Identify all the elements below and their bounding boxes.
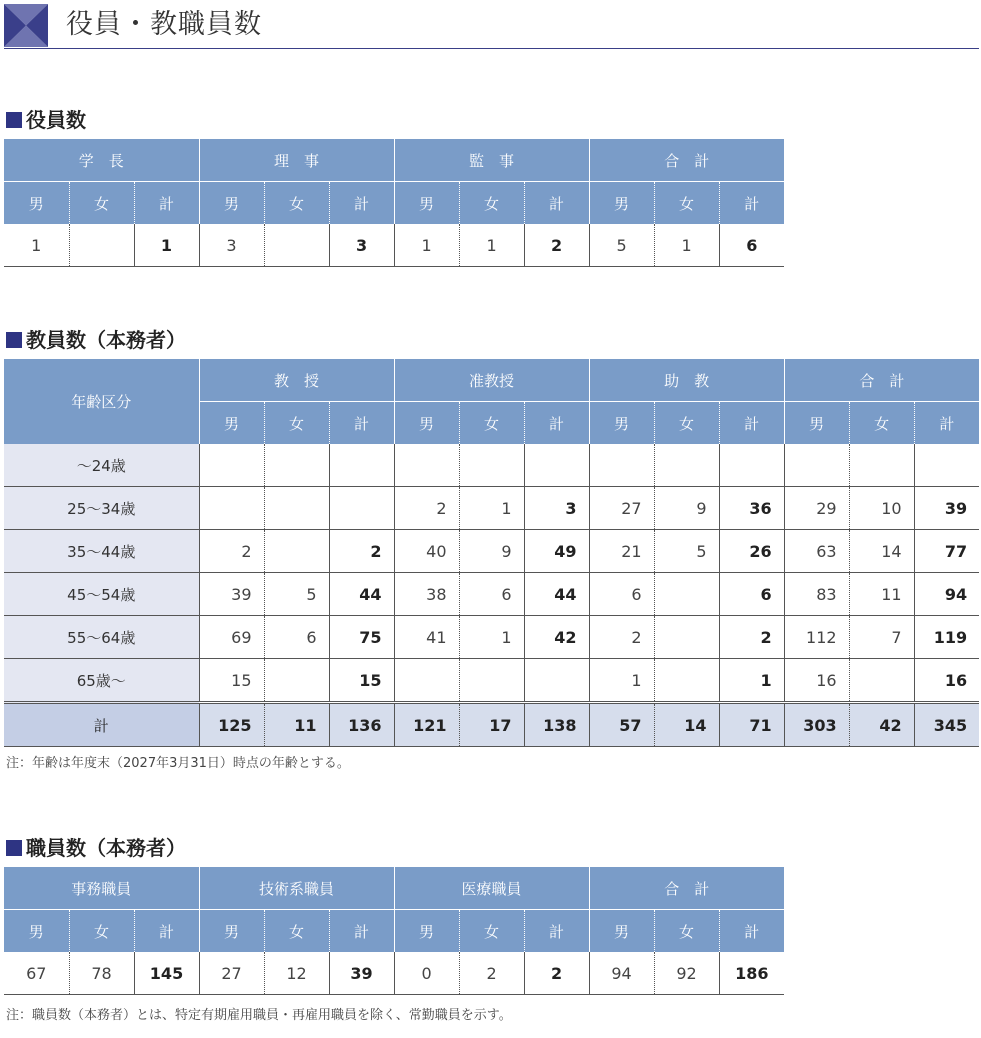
sub-header-male: 男: [4, 182, 69, 225]
value-cell: 44: [329, 573, 394, 616]
total-cell: 125: [199, 703, 264, 747]
faculty-note: 注：年齢は年度末（2027年3月31日）時点の年齢とする。: [6, 756, 350, 771]
sub-header-total: 計: [719, 910, 784, 953]
faculty-row: [4, 616, 979, 659]
value-cell: 94: [914, 573, 979, 616]
value-cell: 1: [394, 224, 459, 267]
value-cell: 3: [524, 487, 589, 530]
sub-header-male: 男: [199, 910, 264, 953]
faculty-row: [4, 659, 979, 703]
staff-group-header: 合 計: [589, 867, 784, 910]
value-cell: 15: [329, 659, 394, 703]
total-cell: 345: [914, 703, 979, 747]
total-cell: 71: [719, 703, 784, 747]
faculty-total-row: [4, 703, 979, 747]
value-cell: [459, 659, 524, 703]
sub-header-total: 計: [329, 402, 394, 445]
sub-header-total: 計: [719, 402, 784, 445]
staff-sub-row: [4, 910, 784, 953]
faculty-row: [4, 487, 979, 530]
sub-header-female: 女: [654, 182, 719, 225]
value-cell: 27: [589, 487, 654, 530]
value-cell: 1: [459, 487, 524, 530]
sub-header-male: 男: [589, 402, 654, 445]
value-cell: 2: [394, 487, 459, 530]
sub-header-female: 女: [69, 910, 134, 953]
total-cell: 138: [524, 703, 589, 747]
sub-header-female: 女: [459, 910, 524, 953]
value-cell: 5: [589, 224, 654, 267]
sub-header-total: 計: [134, 182, 199, 225]
value-cell: 6: [264, 616, 329, 659]
sub-header-total: 計: [914, 402, 979, 445]
sub-header-female: 女: [264, 402, 329, 445]
value-cell: [329, 487, 394, 530]
value-cell: [719, 444, 784, 487]
value-cell: [654, 444, 719, 487]
value-cell: [849, 444, 914, 487]
value-cell: [654, 573, 719, 616]
value-cell: 7: [849, 616, 914, 659]
section-square-icon: [6, 840, 22, 856]
page-title: 役員・教職員数: [66, 9, 262, 40]
sub-header-male: 男: [199, 182, 264, 225]
value-cell: 2: [589, 616, 654, 659]
sub-header-female: 女: [264, 182, 329, 225]
staff-group-header: 事務職員: [4, 867, 199, 910]
age-category-label: 35～44歳: [4, 530, 199, 573]
sub-header-total: 計: [329, 910, 394, 953]
value-cell: [524, 444, 589, 487]
staff-group-header: 医療職員: [394, 867, 589, 910]
value-cell: 21: [589, 530, 654, 573]
section-square-icon: [6, 332, 22, 348]
staff-section-title: [6, 836, 186, 860]
value-cell: [264, 487, 329, 530]
value-cell: 2: [199, 530, 264, 573]
value-cell: 44: [524, 573, 589, 616]
value-cell: [264, 659, 329, 703]
faculty-section-title: [6, 328, 186, 352]
staff-group-row: [4, 867, 784, 910]
sub-header-female: 女: [459, 402, 524, 445]
officers-table: [4, 139, 784, 267]
officers-group-row: [4, 139, 784, 182]
faculty-body: [4, 444, 979, 703]
value-cell: 63: [784, 530, 849, 573]
value-cell: [264, 530, 329, 573]
total-cell: 42: [849, 703, 914, 747]
staff-value-row: [4, 952, 784, 995]
value-cell: 94: [589, 952, 654, 995]
value-cell: 49: [524, 530, 589, 573]
faculty-row: [4, 530, 979, 573]
value-cell: 1: [654, 224, 719, 267]
value-cell: 10: [849, 487, 914, 530]
page-header: [4, 4, 979, 49]
age-category-label: 45～54歳: [4, 573, 199, 616]
faculty-group-header: 助 教: [589, 359, 784, 402]
sub-header-total: 計: [134, 910, 199, 953]
value-cell: 9: [459, 530, 524, 573]
value-cell: [654, 659, 719, 703]
section-square-icon: [6, 112, 22, 128]
age-category-label: ～24歳: [4, 444, 199, 487]
value-cell: 39: [329, 952, 394, 995]
sub-header-total: 計: [524, 182, 589, 225]
value-cell: [849, 659, 914, 703]
value-cell: 6: [719, 224, 784, 267]
value-cell: 11: [849, 573, 914, 616]
value-cell: 6: [719, 573, 784, 616]
sub-header-male: 男: [394, 182, 459, 225]
total-cell: 17: [459, 703, 524, 747]
officers-title-text: 役員数: [26, 108, 86, 132]
total-cell: 136: [329, 703, 394, 747]
value-cell: 75: [329, 616, 394, 659]
value-cell: 69: [199, 616, 264, 659]
value-cell: 1: [459, 616, 524, 659]
value-cell: 5: [654, 530, 719, 573]
sub-header-female: 女: [264, 910, 329, 953]
value-cell: 1: [589, 659, 654, 703]
value-cell: 1: [719, 659, 784, 703]
faculty-table: [4, 359, 979, 747]
sub-header-male: 男: [199, 402, 264, 445]
sub-header-male: 男: [589, 910, 654, 953]
staff-title-text: 職員数（本務者）: [26, 836, 186, 860]
total-cell: 303: [784, 703, 849, 747]
value-cell: 39: [199, 573, 264, 616]
value-cell: 6: [459, 573, 524, 616]
total-cell: 121: [394, 703, 459, 747]
faculty-group-header: 准教授: [394, 359, 589, 402]
sub-header-male: 男: [394, 910, 459, 953]
value-cell: 2: [459, 952, 524, 995]
value-cell: 83: [784, 573, 849, 616]
value-cell: 27: [199, 952, 264, 995]
officers-value-row: [4, 224, 784, 267]
total-cell: 11: [264, 703, 329, 747]
value-cell: 186: [719, 952, 784, 995]
value-cell: 39: [914, 487, 979, 530]
value-cell: 9: [654, 487, 719, 530]
faculty-group-header: 合 計: [784, 359, 979, 402]
value-cell: 0: [394, 952, 459, 995]
age-category-label: 65歳～: [4, 659, 199, 703]
sub-header-female: 女: [654, 402, 719, 445]
faculty-row: [4, 573, 979, 616]
value-cell: [784, 444, 849, 487]
value-cell: 92: [654, 952, 719, 995]
sub-header-total: 計: [524, 910, 589, 953]
value-cell: 1: [459, 224, 524, 267]
staff-table: [4, 867, 784, 995]
sub-header-male: 男: [589, 182, 654, 225]
value-cell: 6: [589, 573, 654, 616]
value-cell: [654, 616, 719, 659]
sub-header-total: 計: [329, 182, 394, 225]
age-category-label: 25～34歳: [4, 487, 199, 530]
faculty-title-text: 教員数（本務者）: [26, 328, 186, 352]
value-cell: 36: [719, 487, 784, 530]
value-cell: [264, 444, 329, 487]
value-cell: 26: [719, 530, 784, 573]
officers-section-title: [6, 108, 86, 132]
value-cell: 42: [524, 616, 589, 659]
age-category-label: 55～64歳: [4, 616, 199, 659]
value-cell: 29: [784, 487, 849, 530]
officers-group-header: 学 長: [4, 139, 199, 182]
value-cell: 3: [329, 224, 394, 267]
value-cell: 2: [524, 224, 589, 267]
value-cell: 1: [4, 224, 69, 267]
sub-header-male: 男: [4, 910, 69, 953]
total-cell: 57: [589, 703, 654, 747]
age-category-header: 年齢区分: [4, 359, 199, 444]
value-cell: [914, 444, 979, 487]
value-cell: 1: [134, 224, 199, 267]
faculty-group-header: 教 授: [199, 359, 394, 402]
sub-header-male: 男: [784, 402, 849, 445]
value-cell: 2: [719, 616, 784, 659]
value-cell: [524, 659, 589, 703]
officers-group-header: 合 計: [589, 139, 784, 182]
value-cell: [264, 224, 329, 267]
sub-header-male: 男: [394, 402, 459, 445]
officers-sub-row: [4, 182, 784, 225]
value-cell: 2: [329, 530, 394, 573]
sub-header-female: 女: [654, 910, 719, 953]
value-cell: [199, 444, 264, 487]
value-cell: [69, 224, 134, 267]
value-cell: 2: [524, 952, 589, 995]
staff-group-header: 技術系職員: [199, 867, 394, 910]
value-cell: 119: [914, 616, 979, 659]
faculty-row: [4, 444, 979, 487]
value-cell: 14: [849, 530, 914, 573]
sub-header-total: 計: [524, 402, 589, 445]
value-cell: [459, 444, 524, 487]
value-cell: 67: [4, 952, 69, 995]
value-cell: [199, 487, 264, 530]
officers-group-header: 理 事: [199, 139, 394, 182]
officers-group-header: 監 事: [394, 139, 589, 182]
value-cell: 145: [134, 952, 199, 995]
sub-header-female: 女: [69, 182, 134, 225]
value-cell: [394, 659, 459, 703]
value-cell: 3: [199, 224, 264, 267]
value-cell: 77: [914, 530, 979, 573]
value-cell: 38: [394, 573, 459, 616]
value-cell: 16: [914, 659, 979, 703]
sub-header-female: 女: [459, 182, 524, 225]
sub-header-female: 女: [849, 402, 914, 445]
total-cell: 14: [654, 703, 719, 747]
value-cell: 41: [394, 616, 459, 659]
value-cell: 5: [264, 573, 329, 616]
value-cell: [589, 444, 654, 487]
value-cell: 78: [69, 952, 134, 995]
value-cell: [394, 444, 459, 487]
value-cell: [329, 444, 394, 487]
sub-header-total: 計: [719, 182, 784, 225]
value-cell: 15: [199, 659, 264, 703]
total-label: 計: [4, 703, 199, 747]
value-cell: 16: [784, 659, 849, 703]
value-cell: 12: [264, 952, 329, 995]
faculty-group-row: [4, 359, 979, 402]
header-square-icon: [4, 4, 48, 47]
staff-note: 注：職員数（本務者）とは、特定有期雇用職員・再雇用職員を除く、常勤職員を示す。: [6, 1008, 512, 1023]
value-cell: 40: [394, 530, 459, 573]
value-cell: 112: [784, 616, 849, 659]
